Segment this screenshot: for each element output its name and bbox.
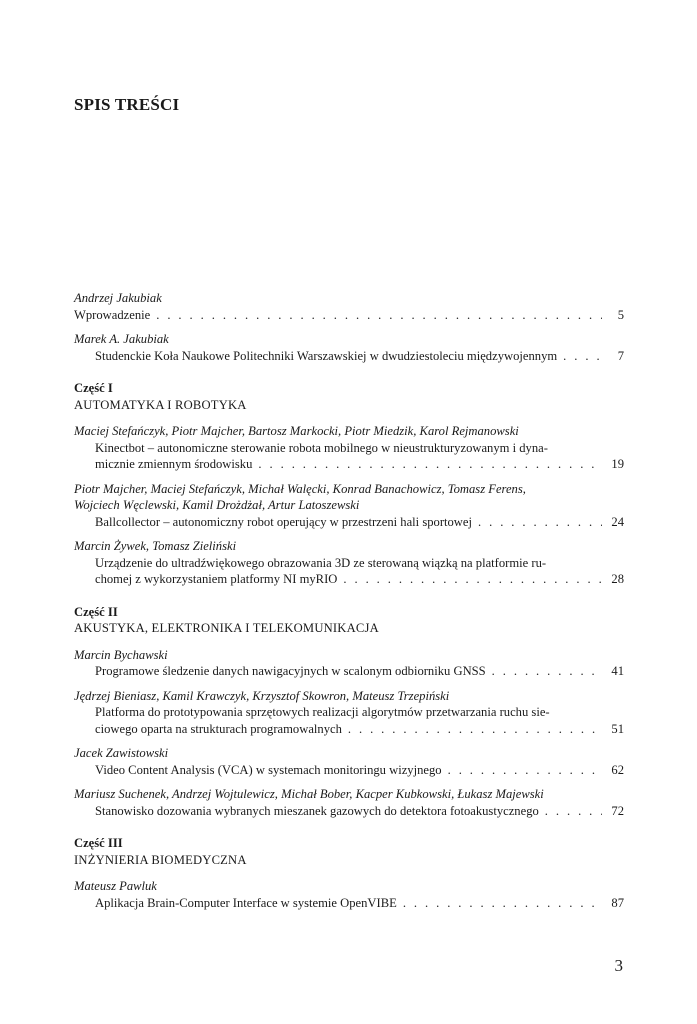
dot-leader [348, 721, 602, 738]
entry-page-number: 41 [611, 664, 624, 678]
dot-leader [403, 895, 602, 912]
entry-title-row[interactable] [74, 663, 624, 680]
entry-authors: Jędrzej Bieniasz, Kamil Krawczyk, Krzysztof Skowron, Mateusz Trzepiński [74, 688, 450, 703]
part-label: Część III [74, 836, 123, 850]
toc-entry-intro [74, 290, 624, 323]
entry-title-lead[interactable]: Kinectbot – autonomiczne sterowanie robota mobilnego w nieustrukturyzowanym i dyna- [95, 440, 548, 455]
entry-title-row[interactable] [74, 514, 624, 531]
entry-title-last: Aplikacja Brain-Computer Interface w systemie OpenVIBE [95, 895, 397, 910]
part-heading-3 [74, 835, 624, 868]
dot-leader [258, 456, 602, 473]
entry-title-last: micznie zmiennym środowisku [95, 457, 253, 471]
entry-page-number: 24 [611, 514, 624, 529]
part-name: AUTOMATYKA I ROBOTYKA [74, 397, 247, 412]
dot-leader [563, 348, 602, 365]
entry-authors: Jacek Zawistowski [74, 746, 169, 760]
entry-title-row[interactable] [74, 456, 624, 473]
toc-entry [74, 538, 624, 588]
toc-entry [74, 481, 624, 531]
entry-title-last: Stanowisko dozowania wybranych mieszanek gazowych do detektora fotoakustycznego [95, 803, 539, 818]
dot-leader [448, 762, 602, 779]
entry-title-lead[interactable]: Platforma do prototypowania sprzętowych realizacji algorytmów przetwarzania ruchu sie- [95, 705, 550, 719]
entry-title: Studenckie Koła Naukowe Politechniki Warszawskiej w dwudziestoleciu międzywojennym [95, 348, 558, 363]
entry-authors: Andrzej Jakubiak [74, 291, 162, 305]
part-label: Część I [74, 381, 113, 395]
entry-title-row[interactable] [74, 721, 624, 738]
part-heading-2 [74, 604, 624, 637]
dot-leader [478, 514, 602, 531]
entry-authors: Marcin Żywek, Tomasz Zieliński [74, 539, 237, 553]
entry-page-number: 7 [617, 348, 624, 363]
part-name: INŻYNIERIA BIOMEDYCZNA [74, 852, 247, 867]
dot-leader [156, 307, 602, 324]
entry-title-lead[interactable]: Urządzenie do ultradźwiękowego obrazowania 3D ze sterowaną wiązką na platformie ru- [95, 555, 547, 570]
entry-title: Wprowadzenie [74, 307, 151, 322]
toc-entry [74, 786, 624, 819]
entry-page-number: 62 [611, 762, 624, 777]
toc-entry-intro-2 [74, 331, 624, 364]
entry-page-number: 28 [611, 572, 624, 586]
entry-authors-continued: Wojciech Węclewski, Kamil Drożdżał, Artur Latoszewski [74, 498, 360, 512]
page-folio-number: 3 [614, 956, 623, 975]
entry-title-row[interactable] [74, 762, 624, 779]
page-title: SPIS TREŚCI [74, 95, 180, 114]
entry-page-number: 19 [611, 457, 624, 471]
entry-title-row[interactable] [74, 571, 624, 588]
entry-authors: Piotr Majcher, Maciej Stefańczyk, Michał Walęcki, Konrad Banachowicz, Tomasz Ferens, [74, 481, 526, 496]
toc-entry [74, 647, 624, 680]
entry-page-number: 87 [611, 895, 624, 910]
dot-leader [343, 571, 602, 588]
entry-title-last: Video Content Analysis (VCA) w systemach monitoringu wizyjnego [95, 762, 442, 777]
part-name: AKUSTYKA, ELEKTRONIKA I TELEKOMUNIKACJA [74, 621, 379, 635]
entry-authors: Marcin Bychawski [74, 647, 168, 662]
part-label: Część II [74, 604, 118, 619]
entry-authors: Maciej Stefańczyk, Piotr Majcher, Bartosz Markocki, Piotr Miedzik, Karol Rejmanowski [74, 424, 519, 438]
toc-entry [74, 688, 624, 738]
entry-page-number: 72 [611, 803, 624, 818]
toc-entry [74, 745, 624, 778]
entry-page-number: 51 [611, 721, 624, 736]
entry-page-number: 5 [617, 307, 624, 322]
entry-authors: Mateusz Pawluk [74, 879, 157, 893]
entry-title-row[interactable] [74, 895, 624, 912]
table-of-contents [74, 290, 624, 919]
entry-title-row[interactable] [74, 803, 624, 820]
entry-authors: Mariusz Suchenek, Andrzej Wojtulewicz, Michał Bober, Kacper Kubkowski, Łukasz Majewski [74, 787, 544, 801]
entry-title-last: Ballcollector – autonomiczny robot operujący w przestrzeni hali sportowej [95, 514, 472, 529]
entry-title-row[interactable] [74, 307, 624, 324]
dot-leader [545, 803, 602, 820]
entry-authors: Marek A. Jakubiak [74, 332, 169, 346]
part-heading-1 [74, 380, 624, 413]
toc-entry [74, 423, 624, 473]
entry-title-last: ciowego oparta na strukturach programowalnych [95, 721, 342, 736]
toc-entry [74, 878, 624, 911]
entry-title-row[interactable] [74, 348, 624, 365]
entry-title-last: Programowe śledzenie danych nawigacyjnych w scalonym odbiorniku GNSS [95, 664, 486, 678]
dot-leader [492, 663, 602, 680]
entry-title-last: chomej z wykorzystaniem platformy NI myRIO [95, 572, 338, 586]
